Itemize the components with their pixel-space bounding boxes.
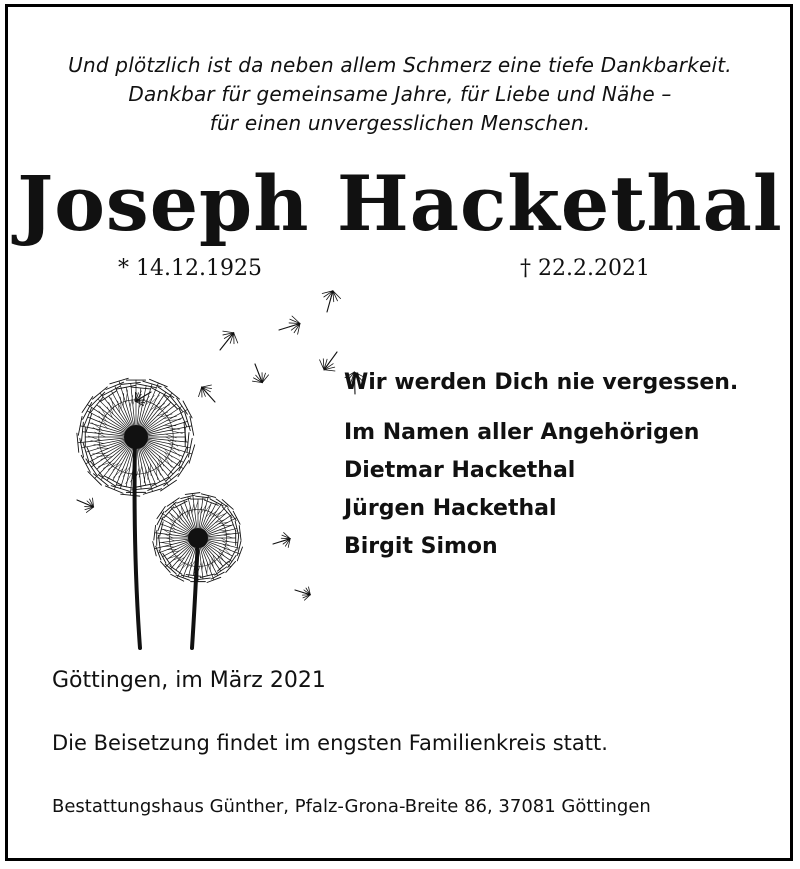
funeral-home: Bestattungshaus Günther, Pfalz-Grona-Breite 86, 37081 Göttingen bbox=[52, 796, 651, 817]
signatory: Jürgen Hackethal bbox=[344, 496, 557, 521]
deceased-name: Joseph Hackethal bbox=[17, 159, 783, 248]
intro-line: Und plötzlich ist da neben allem Schmerz eine tiefe Dankbarkeit. bbox=[68, 53, 732, 77]
death-date: † 22.2.2021 bbox=[520, 256, 650, 281]
intro-line: Dankbar für gemeinsame Jahre, für Liebe und Nähe – bbox=[128, 82, 672, 106]
burial-note: Die Beisetzung findet im engsten Familienkreis statt. bbox=[52, 731, 608, 755]
dandelion-icon bbox=[55, 272, 375, 652]
birth-date: * 14.12.1925 bbox=[118, 256, 262, 281]
slogan: Wir werden Dich nie vergessen. bbox=[344, 370, 739, 395]
family-block bbox=[344, 370, 738, 566]
intro-line: für einen unvergesslichen Menschen. bbox=[209, 111, 591, 135]
place-date: Göttingen, im März 2021 bbox=[52, 668, 326, 693]
signatory: Dietmar Hackethal bbox=[344, 458, 576, 483]
signatory: Im Namen aller Angehörigen bbox=[344, 420, 700, 445]
intro-text bbox=[0, 51, 800, 138]
signatory: Birgit Simon bbox=[344, 534, 498, 559]
